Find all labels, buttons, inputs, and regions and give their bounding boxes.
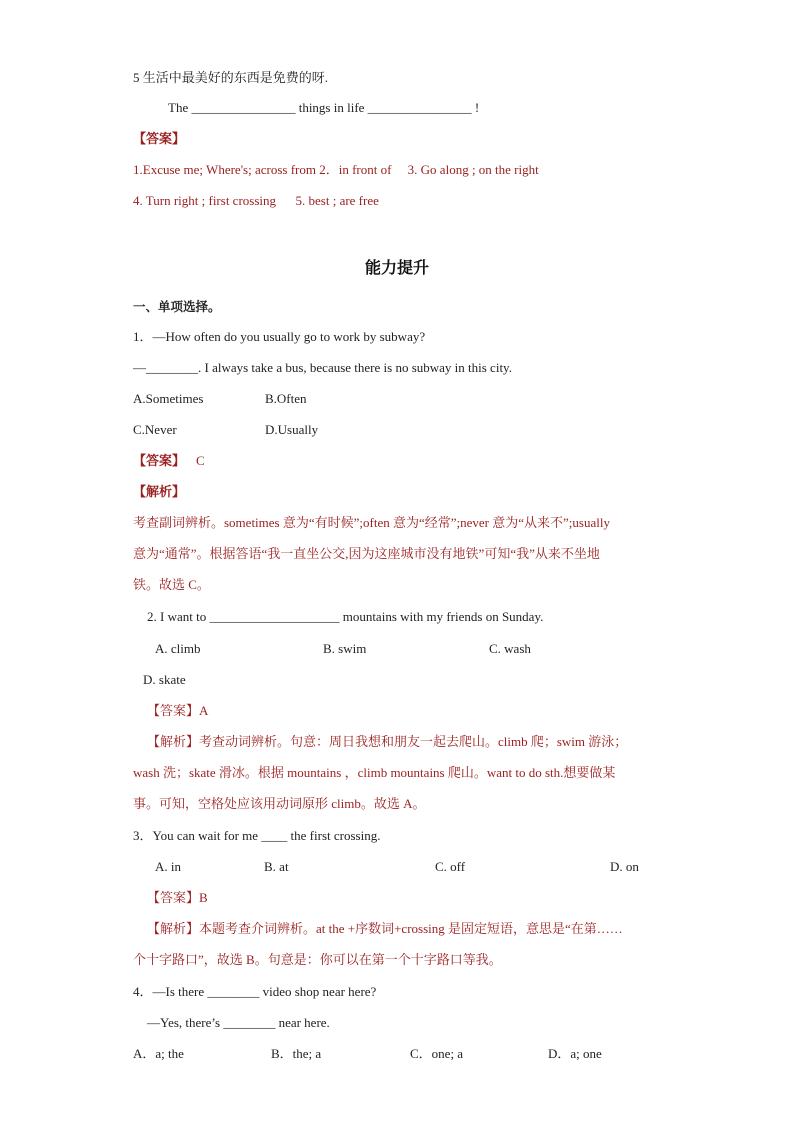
question-1-stem-2: —________. I always take a bus, because there is no subway in this city. xyxy=(133,360,512,375)
question-3-option-b: B. at xyxy=(264,859,289,874)
question-2-analysis-1: 【解析】考查动词辨析。句意：周日我想和朋友一起去爬山。climb 爬；swim 游泳； xyxy=(147,734,628,749)
question-2-option-d: D. skate xyxy=(143,672,186,687)
question-3-analysis-1: 【解析】本题考查介词辨析。at the +序数词+crossing 是固定短语，意思是“在第…… xyxy=(147,921,623,936)
question-4-option-b: B．the; a xyxy=(271,1046,322,1061)
question-2-analysis-3: 事。可知，空格处应该用动词原形 climb。故选 A。 xyxy=(133,796,426,811)
question-3-stem: 3．You can wait for me ____ the first crossing. xyxy=(133,828,381,843)
question-1-analysis-label: 【解析】 xyxy=(133,484,186,499)
question-2-option-c: C. wash xyxy=(489,641,531,656)
question-1-answer-value: C xyxy=(196,453,205,468)
question-1-option-d: D.Usually xyxy=(265,422,319,437)
answer-label: 【答案】 xyxy=(133,131,186,146)
question-4-option-d: D．a; one xyxy=(548,1046,602,1061)
question-2-stem: 2. I want to ____________________ mountains with my friends on Sunday. xyxy=(147,609,544,624)
question-1-analysis-2: 意为“通常”。根据答语“我一直坐公交,因为这座城市没有地铁”可知“我”从来不坐地 xyxy=(133,546,600,561)
question-3-analysis-2: 个十字路口”，故选 B。句意是：你可以在第一个十字路口等我。 xyxy=(133,952,502,967)
question-4-option-a: A．a; the xyxy=(133,1046,184,1061)
question-3-option-c: C. off xyxy=(435,859,466,874)
answer-line-1: 1.Excuse me; Where's; across from 2．in front of 3. Go along ; on the right xyxy=(133,162,539,177)
answer-line-2: 4. Turn right ; first crossing 5. best ; are free xyxy=(133,193,379,208)
question-1-analysis-1: 考查副词辨析。sometimes 意为“有时候”;often 意为“经常”;never 意为“从来不”;usually xyxy=(133,515,610,530)
question-1-option-b: B.Often xyxy=(265,391,307,406)
q5-chinese: 5 生活中最美好的东西是免费的呀. xyxy=(133,70,329,85)
question-1-analysis-3: 铁。故选 C。 xyxy=(133,577,210,592)
question-4-stem: 4．—Is there ________ video shop near here? xyxy=(133,984,377,999)
question-1-stem: 1．—How often do you usually go to work by subway? xyxy=(133,329,426,344)
question-3-option-d: D. on xyxy=(610,859,639,874)
section-subtitle: 一、单项选择。 xyxy=(133,299,221,314)
q5-english: The ________________ things in life ________________ ! xyxy=(168,100,480,115)
question-2-analysis-2: wash 洗；skate 滑冰。根据 mountains ，climb mountains 爬山。want to do sth.想要做某 xyxy=(133,765,616,780)
question-1-option-c: C.Never xyxy=(133,422,177,437)
question-4-stem-2: —Yes, there’s ________ near here. xyxy=(147,1015,330,1030)
question-2-option-b: B. swim xyxy=(323,641,367,656)
question-1-answer-label: 【答案】 xyxy=(133,453,186,468)
question-2-answer: 【答案】A xyxy=(147,703,209,718)
question-1-option-a: A.Sometimes xyxy=(133,391,204,406)
question-2-option-a: A. climb xyxy=(155,641,201,656)
question-3-answer: 【答案】B xyxy=(147,890,208,905)
question-4-option-c: C．one; a xyxy=(410,1046,464,1061)
section-title: 能力提升 xyxy=(364,258,429,277)
question-3-option-a: A. in xyxy=(155,859,181,874)
